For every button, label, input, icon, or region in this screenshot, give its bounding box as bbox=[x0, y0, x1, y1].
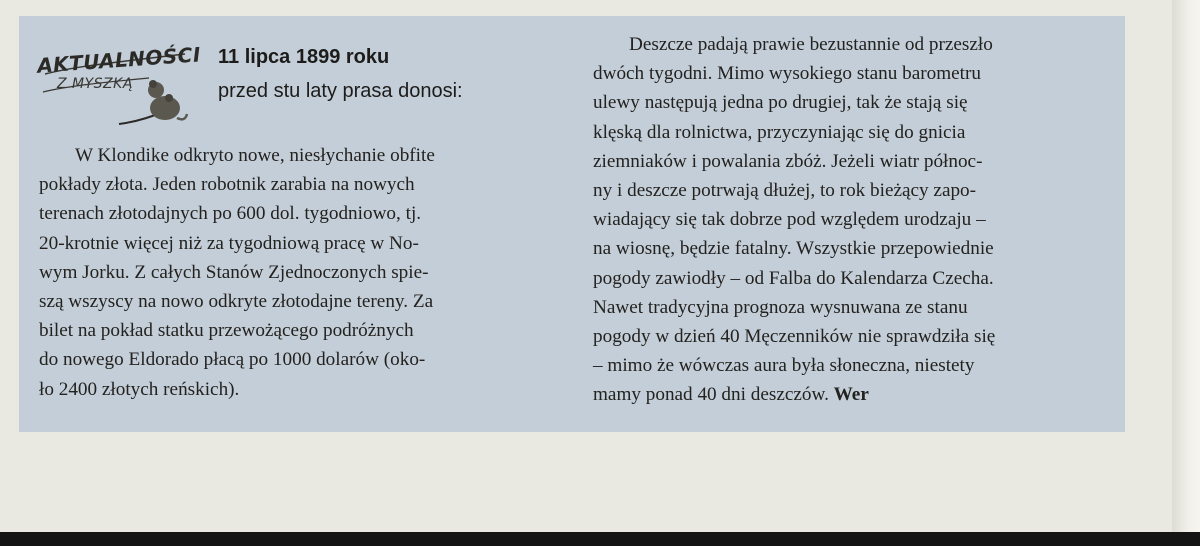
text-line: ulewy następują jedna po drugiej, tak że stają się bbox=[593, 92, 968, 114]
text-line: wiadający się tak dobrze pod względem urodzaju – bbox=[593, 209, 986, 231]
author-signature: Wer bbox=[833, 384, 869, 406]
last-line-row bbox=[593, 380, 1101, 409]
text-line: wym Jorku. Z całych Stanów Zjednoczonych spie- bbox=[39, 261, 429, 283]
text-line: – mimo że wówczas aura była słoneczna, niestety bbox=[593, 355, 975, 377]
logo bbox=[36, 36, 202, 128]
page-edge-right bbox=[1172, 0, 1200, 546]
text-line: szą wszyscy na nowo odkryte złotodajne tereny. Za bbox=[39, 290, 434, 312]
right-column bbox=[593, 30, 1103, 409]
article-subtitle: przed stu laty prasa donosi: bbox=[218, 80, 463, 102]
text-line: pogody w dzień 40 Męczenników nie sprawdziła się bbox=[593, 325, 996, 347]
page-edge-bottom bbox=[0, 532, 1200, 546]
mouse-icon bbox=[139, 76, 189, 126]
text-line: pokłady złota. Jeden robotnik zarabia na nowych bbox=[39, 174, 415, 196]
text-line: ny i deszcze potrwają dłużej, to rok bieżący zapo- bbox=[593, 179, 977, 201]
text-line: ziemniaków i powalania zbóż. Jeżeli wiatr północ- bbox=[593, 150, 983, 172]
text-line: Deszcze padają prawie bezustannie od przeszło bbox=[629, 34, 993, 55]
text-line: Nawet tradycyjna prognoza wysnuwana ze stanu bbox=[593, 296, 968, 318]
news-box bbox=[19, 16, 1125, 432]
text-line: 20-krotnie więcej niż za tygodniową pracę w No- bbox=[39, 232, 419, 254]
text-line: dwóch tygodni. Mimo wysokiego stanu barometru bbox=[593, 63, 981, 85]
article-date: 11 lipca 1899 roku bbox=[218, 46, 390, 68]
text-line: ło 2400 złotych reńskich). bbox=[39, 378, 240, 400]
text-line: mamy ponad 40 dni deszczów. bbox=[593, 384, 829, 406]
logo-title: AKTUALNOŚCI bbox=[36, 42, 202, 78]
logo-subtitle: Z MYSZKĄ bbox=[57, 76, 133, 92]
text-line: pogody zawiodły – od Falba do Kalendarza Czecha. bbox=[593, 267, 994, 289]
text-line: klęską dla rolnictwa, przyczyniając się do gnicia bbox=[593, 121, 966, 143]
text-line: bilet na pokład statku przewożącego podróżnych bbox=[39, 320, 414, 342]
text-line: terenach złotodajnych po 600 dol. tygodniowo, tj. bbox=[39, 203, 422, 225]
text-line: na wiosnę, będzie fatalny. Wszystkie przepowiednie bbox=[593, 238, 994, 260]
text-line: do nowego Eldorado płacą po 1000 dolarów (oko- bbox=[39, 349, 426, 371]
left-column bbox=[39, 141, 559, 404]
text-line: W Klondike odkryto nowe, niesłychanie obfite bbox=[75, 145, 435, 166]
